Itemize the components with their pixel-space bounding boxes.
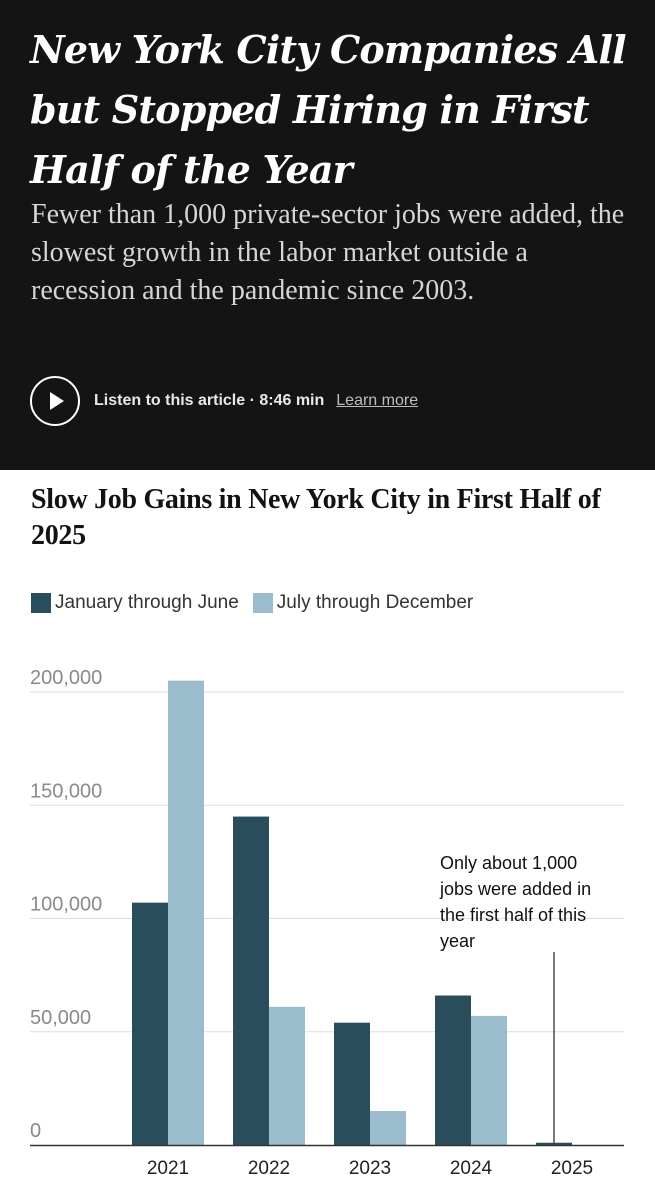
bar-2023-h2	[370, 1111, 406, 1145]
x-tick-label: 2022	[247, 1158, 291, 1179]
listen-row	[30, 376, 630, 426]
bar-2021-h2	[168, 681, 204, 1145]
legend-label-h1: January through June	[55, 592, 239, 613]
bar-chart	[0, 640, 655, 1200]
chart-legend	[31, 592, 487, 614]
annotation-text: the first half of this	[440, 905, 587, 925]
bar-2024-h2	[471, 1016, 507, 1145]
listen-label: Listen to this article · 8:46 min	[94, 392, 325, 409]
y-tick-label: 50,000	[30, 1006, 92, 1029]
legend-swatch-h1	[31, 593, 51, 613]
bar-2023-h1	[334, 1023, 370, 1145]
x-tick-label: 2025	[550, 1158, 594, 1179]
dek-summary: Fewer than 1,000 private-sector jobs were added, the slowest growth in the labor market outside a recession and the pandemic since 2003.	[31, 199, 625, 306]
headline: New York City Companies All but Stopped Hiring in First Half of the Year	[30, 27, 626, 192]
bar-2024-h1	[435, 996, 471, 1145]
legend-item-h2	[253, 592, 473, 614]
learn-more-link[interactable]: Learn more	[336, 392, 419, 409]
y-tick-label: 100,000	[30, 893, 103, 916]
legend-label-h2: July through December	[276, 592, 474, 613]
bar-2022-h2	[269, 1007, 305, 1145]
legend-item-h1	[31, 592, 239, 614]
x-tick-label: 2021	[146, 1158, 190, 1179]
y-tick-label: 200,000	[30, 667, 103, 689]
x-tick-label: 2023	[348, 1158, 392, 1179]
legend-swatch-h2	[253, 593, 273, 613]
annotation-text: year	[440, 931, 476, 951]
bar-2021-h1	[132, 903, 168, 1145]
play-icon	[50, 392, 64, 410]
annotation-text: Only about 1,000	[440, 853, 578, 873]
bar-2022-h1	[233, 817, 269, 1145]
annotation-text: jobs were added in	[440, 879, 592, 899]
play-button[interactable]	[30, 376, 80, 426]
x-tick-label: 2024	[449, 1158, 493, 1179]
article-header	[0, 0, 655, 470]
y-tick-label: 150,000	[30, 780, 103, 803]
bar-2025-h1	[536, 1143, 572, 1145]
y-tick-label: 0	[30, 1120, 42, 1142]
chart-title: Slow Job Gains in New York City in First Half of 2025	[31, 484, 601, 551]
